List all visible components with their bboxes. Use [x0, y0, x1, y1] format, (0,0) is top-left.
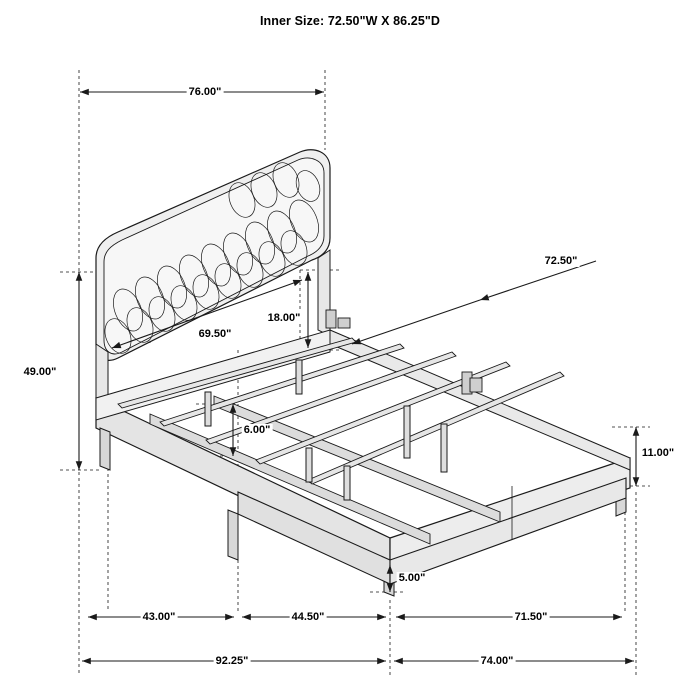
dim-slat-height: 6.00" — [243, 424, 271, 436]
bed-illustration — [96, 150, 630, 596]
dim-rail-to-floor-right: 72.50" — [544, 255, 578, 267]
dim-footprint-mid: 44.50" — [291, 611, 325, 623]
dim-side-rail-height: 11.00" — [641, 447, 675, 459]
dim-overall-depth-right: 74.00" — [480, 655, 514, 667]
dim-overall-width-top: 76.00" — [188, 86, 222, 98]
dim-overall-depth-left: 92.25" — [215, 655, 249, 667]
dim-headboard-height: 49.00" — [23, 366, 57, 378]
dim-footprint-right: 71.50" — [514, 611, 548, 623]
dim-footprint-left: 43.00" — [142, 611, 176, 623]
dim-headboard-panel-height: 18.00" — [267, 312, 301, 324]
right-side-rail — [330, 330, 630, 470]
dim-headboard-panel-width: 69.50" — [198, 328, 232, 340]
dim-leg-height: 5.00" — [398, 572, 426, 584]
page-title: Inner Size: 72.50"W X 86.25"D — [259, 14, 441, 28]
leader-line-72-50 — [352, 261, 596, 344]
